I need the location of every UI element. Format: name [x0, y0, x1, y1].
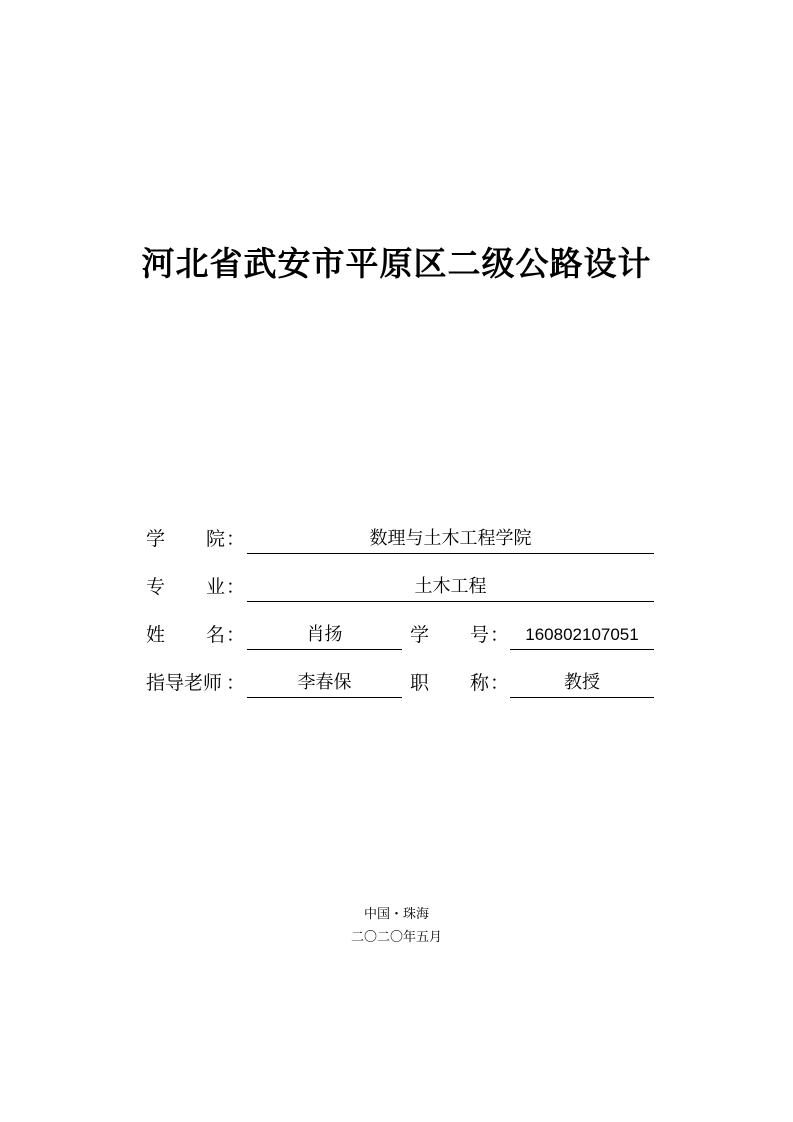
major-row	[146, 575, 656, 605]
major-colon: ：	[226, 576, 246, 598]
name-field: 肖扬	[247, 623, 402, 650]
college-label-first: 学	[146, 528, 166, 550]
college-colon: ：	[226, 528, 246, 550]
thesis-title: 河北省武安市平原区二级公路设计	[141, 244, 652, 283]
name-label-first: 姓	[146, 624, 166, 646]
footer-date: 二〇二〇年五月	[350, 930, 442, 945]
rank-label-first: 职	[410, 672, 430, 694]
advisor-field: 李春保	[247, 671, 402, 698]
name-colon: ：	[226, 624, 246, 646]
name-label-second: 名	[206, 624, 226, 646]
major-field: 土木工程	[247, 575, 654, 602]
student-id-label-second: 号	[470, 624, 490, 646]
rank-colon: ：	[490, 672, 510, 694]
college-label-second: 院	[206, 528, 226, 550]
college-row	[146, 527, 656, 557]
major-label-second: 业	[206, 576, 226, 598]
rank-label-second: 称	[470, 672, 490, 694]
advisor-colon: ：	[226, 672, 246, 694]
student-id-field: 160802107051	[510, 623, 654, 650]
student-id-colon: ：	[490, 624, 510, 646]
major-label-first: 专	[146, 576, 166, 598]
advisor-label: 指导老师	[146, 672, 223, 694]
college-field: 数理与土木工程学院	[247, 527, 654, 554]
rank-field: 教授	[510, 671, 654, 698]
student-id-label-first: 学	[410, 624, 430, 646]
name-id-row	[146, 623, 656, 653]
footer-place: 中国・珠海	[363, 907, 429, 922]
advisor-rank-row	[146, 671, 656, 701]
